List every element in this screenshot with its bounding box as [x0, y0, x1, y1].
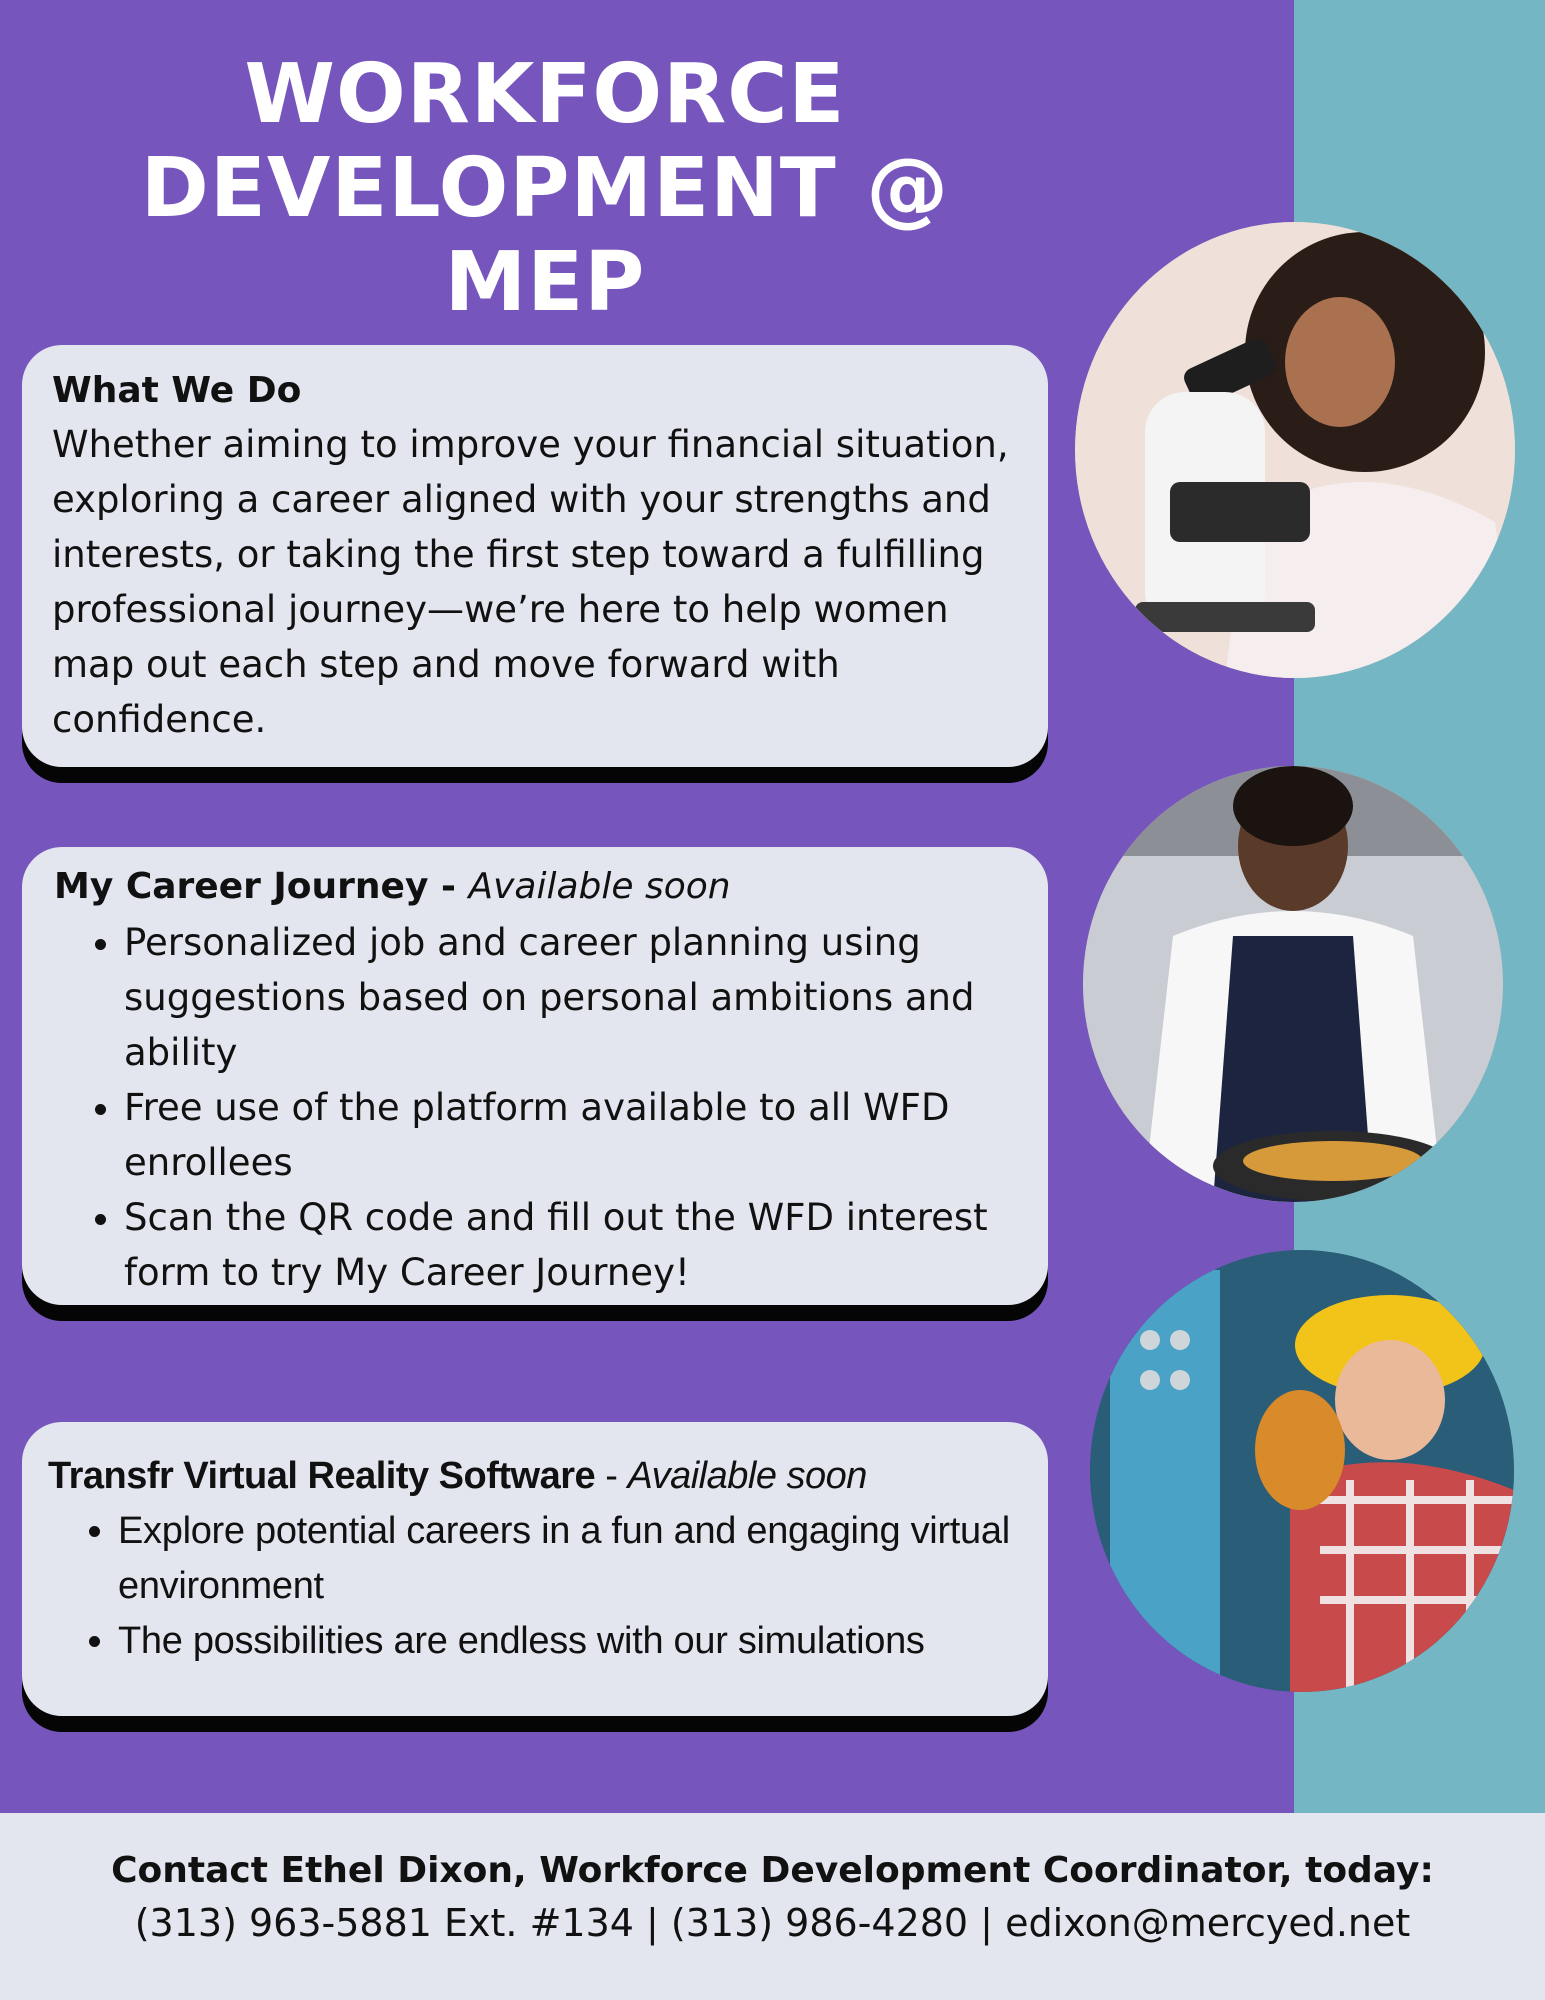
career-journey-list: [54, 915, 1016, 1300]
what-we-do-body: Whether aiming to improve your financial situation, exploring a career aligned with your strengths and interests, or taking the first step toward a fulfilling professional journey—we’re here to help women map out each step and move forward with confidence.: [52, 423, 1009, 741]
industrial-illustration: [1090, 1250, 1514, 1692]
contact-footer: [0, 1813, 1545, 2000]
title-line-2: DEVELOPMENT @: [140, 141, 950, 236]
woman-cooking-in-kitchen-photo: [1083, 766, 1503, 1202]
career-journey-availability: Available soon: [468, 866, 731, 907]
list-item: • Free use of the platform available to all WFD enrollees: [124, 1080, 1016, 1190]
list-item: • The possibilities are endless with our simulations: [118, 1614, 1022, 1669]
career-journey-card: [22, 847, 1048, 1305]
page-title: [80, 48, 1010, 330]
list-item: • Personalized job and career planning using suggestions based on personal ambitions and ability: [124, 915, 1016, 1080]
woman-in-hard-hat-at-machine-photo: [1090, 1250, 1514, 1692]
woman-using-microscope-photo: [1075, 222, 1515, 678]
microscope-illustration: [1075, 222, 1515, 678]
vr-software-heading: [48, 1450, 1022, 1502]
title-line-3: MEP: [444, 235, 646, 330]
list-item: • Scan the QR code and fill out the WFD interest form to try My Career Journey!: [124, 1190, 1016, 1300]
what-we-do-card: [22, 345, 1048, 767]
vr-software-list: [48, 1504, 1022, 1669]
vr-software-title: Transfr Virtual Reality Software: [48, 1455, 596, 1497]
vr-software-card: [22, 1422, 1048, 1716]
list-item: • Explore potential careers in a fun and engaging virtual environment: [118, 1504, 1022, 1614]
contact-title: Contact Ethel Dixon, Workforce Development Coordinator, today:: [111, 1850, 1434, 1891]
vr-software-availability: Available soon: [627, 1455, 867, 1497]
vr-software-separator: -: [595, 1455, 628, 1497]
contact-info: (313) 963-5881 Ext. #134 | (313) 986-4280 | edixon@mercyed.net: [134, 1901, 1411, 1945]
what-we-do-heading: What We Do: [52, 370, 302, 411]
kitchen-illustration: [1083, 766, 1503, 1202]
title-line-1: WORKFORCE: [244, 47, 846, 142]
career-journey-title: My Career Journey -: [54, 866, 469, 907]
career-journey-heading: [54, 861, 1016, 913]
